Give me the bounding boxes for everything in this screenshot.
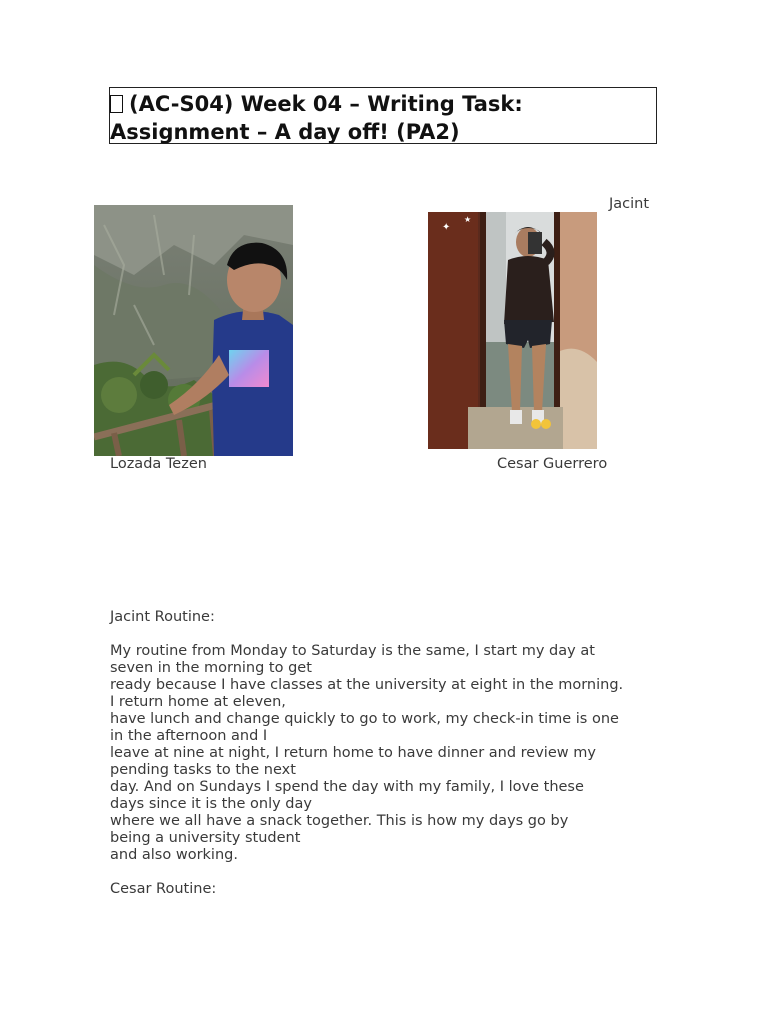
jacint-routine-heading: Jacint Routine: xyxy=(110,609,215,625)
jacint-routine-line: in the afternoon and I xyxy=(110,728,268,744)
jacint-routine-line: My routine from Monday to Saturday is the same, I start my day at xyxy=(110,643,595,659)
photo-lozada-tezen xyxy=(94,205,293,456)
jacint-routine-line: leave at nine at night, I return home to have dinner and review my xyxy=(110,745,596,761)
document-title-box xyxy=(109,87,657,144)
checkbox-icon xyxy=(110,95,123,113)
photo-label-jacint: Jacint xyxy=(609,196,650,212)
jacint-routine-line: have lunch and change quickly to go to work, my check-in time is one xyxy=(110,711,619,727)
document-title-line-1 xyxy=(110,90,656,118)
jacint-routine-line: ready because I have classes at the university at eight in the morning. xyxy=(110,677,624,693)
photo-label-cesar-guerrero: Cesar Guerrero xyxy=(497,456,608,472)
svg-text:★: ★ xyxy=(464,215,472,224)
jacint-routine-line: I return home at eleven, xyxy=(110,694,286,710)
svg-text:✦: ✦ xyxy=(442,222,451,233)
jacint-routine-line: seven in the morning to get xyxy=(110,660,312,676)
jacint-routine-line: and also working. xyxy=(110,847,238,863)
cesar-routine-heading: Cesar Routine: xyxy=(110,881,217,897)
jacint-routine-line: day. And on Sundays I spend the day with my family, I love these xyxy=(110,779,584,795)
jacint-routine-line: being a university student xyxy=(110,830,301,846)
jacint-routine-line: days since it is the only day xyxy=(110,796,312,812)
photo-label-lozada-tezen: Lozada Tezen xyxy=(110,456,207,472)
jacint-routine-line: where we all have a snack together. This is how my days go by xyxy=(110,813,569,829)
jacint-routine-line: pending tasks to the next xyxy=(110,762,296,778)
photo-cesar-guerrero xyxy=(428,212,597,449)
document-title-text-1: (AC-S04) Week 04 – Writing Task: xyxy=(129,92,523,116)
document-title-line-2: Assignment – A day off! (PA2) xyxy=(110,120,460,144)
